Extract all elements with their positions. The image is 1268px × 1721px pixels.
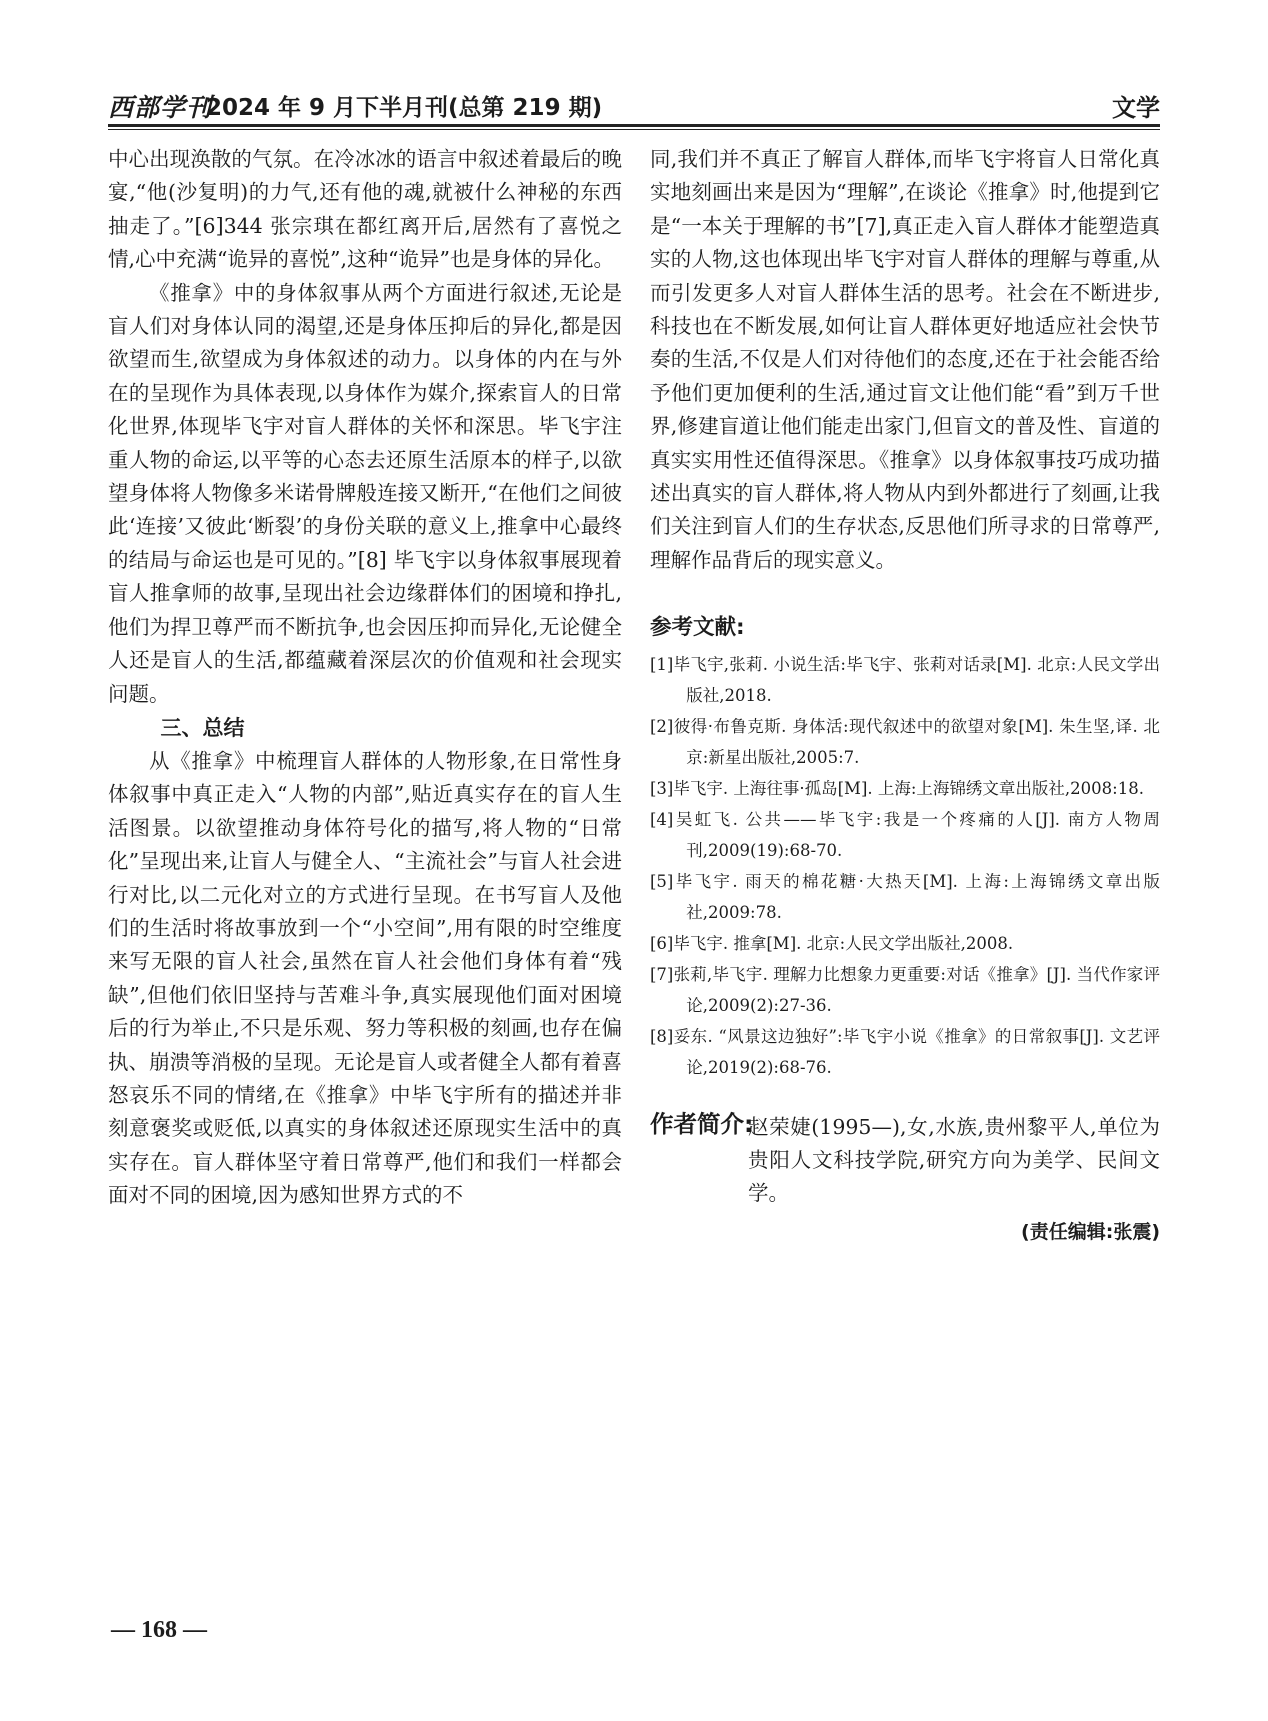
reference-item: [1]毕飞宇,张莉. 小说生活:毕飞宇、张莉对话录[M]. 北京:人民文学出版社,2018. [650, 655, 1160, 706]
references-heading: 参考文献: [650, 615, 745, 641]
page-number: — 168 — [111, 1617, 207, 1643]
reference-item: [5]毕飞宇. 雨天的棉花糖·大热天[M]. 上海:上海锦绣文章出版社,2009:78. [650, 872, 1160, 923]
paragraph: 《推拿》中的身体叙事从两个方面进行叙述,无论是盲人们对身体认同的渴望,还是身体压抑后的异化,都是因欲望而生,欲望成为身体叙述的动力。以身体的内在与外在的呈现作为具体表现,以身体作为媒介,探索盲人的日常化世界,体现毕飞宇对盲人群体的关怀和深思。毕飞宇注重人物的命运,以平等的心态去还原生活原本的样子,以欲望身体将人物像多米诺骨牌般连接又断开,“在他们之间彼此‘连接’又彼此‘断裂’的身份关联的意义上,推拿中心最终的结局与命运也是可见的。”[8] 毕飞宇以身体叙事展现着盲人推拿师的故事,呈现出社会边缘群体们的困境和挣扎,他们为捍卫尊严而不断抗争,也会因压抑而异化,无论健全人还是盲人的生活,都蕴藏着深层次的价值观和社会现实问题。 [108, 280, 622, 706]
author-bio-label: 作者简介: [650, 1110, 754, 1139]
reference-list [650, 649, 1160, 1083]
paragraph: 同,我们并不真正了解盲人群体,而毕飞宇将盲人日常化真实地刻画出来是因为“理解”,在谈论《推拿》时,他提到它是“一本关于理解的书”[7],真正走入盲人群体才能塑造真实的人物,这也体现出毕飞宇对盲人群体的理解与尊重,从而引发更多人对盲人群体生活的思考。社会在不断进步,科技也在不断发展,如何让盲人群体更好地适应社会快节奏的生活,不仅是人们对待他们的态度,还在于社会能否给予他们更加便利的生活,通过盲文让他们能“看”到万千世界,修建盲道让他们能走出家门,但盲文的普及性、盲道的真实实用性还值得深思。《推拿》以身体叙事技巧成功描述出真实的盲人群体,将人物从内到外都进行了刻画,让我们关注到盲人们的生存状态,反思他们所寻求的日常尊严,理解作品背后的现实意义。 [650, 147, 1160, 572]
section-label: 文学 [1112, 94, 1160, 122]
reference-item: [7]张莉,毕飞宇. 理解力比想象力更重要:对话《推拿》[J]. 当代作家评论,2009(2):27-36. [650, 965, 1160, 1016]
reference-item: [3]毕飞宇. 上海往事·孤岛[M]. 上海:上海锦绣文章出版社,2008:18. [650, 779, 1144, 799]
issue-info: 2024 年 9 月下半月刊(总第 219 期) [206, 95, 603, 121]
responsible-editor: (责任编辑:张震) [1021, 1221, 1160, 1244]
author-bio-text: 赵荣婕(1995—),女,水族,贵州黎平人,单位为贵阳人文科技学院,研究方向为美学、民间文学。 [748, 1115, 1160, 1206]
paragraph: 中心出现涣散的气氛。在冷冰冰的语言中叙述着最后的晚宴,“他(沙复明)的力气,还有他的魂,就被什么神秘的东西抽走了。”[6]344 张宗琪在都红离开后,居然有了喜悦之情,心中充满“诡异的喜悦”,这种“诡异”也是身体的异化。 [108, 147, 622, 272]
right-column [650, 143, 1160, 1250]
reference-item: [8]妥东. “风景这边独好”:毕飞宇小说《推拿》的日常叙事[J]. 文艺评论,2019(2):68-76. [650, 1027, 1160, 1078]
header-rule-thin [108, 129, 1160, 130]
header-rule [108, 124, 1160, 127]
reference-item: [2]彼得·布鲁克斯. 身体活:现代叙述中的欲望对象[M]. 朱生坚,译. 北京:新星出版社,2005:7. [650, 717, 1160, 768]
paragraph: 从《推拿》中梳理盲人群体的人物形象,在日常性身体叙事中真正走入“人物的内部”,贴近真实存在的盲人生活图景。以欲望推动身体符号化的描写,将人物的“日常化”呈现出来,让盲人与健全人、“主流社会”与盲人社会进行对比,以二元化对立的方式进行呈现。在书写盲人及他们的生活时将故事放到一个“小空间”,用有限的时空维度来写无限的盲人社会,虽然在盲人社会他们身体有着“残缺”,但他们依旧坚持与苦难斗争,真实展现他们面对困境后的行为举止,不只是乐观、努力等积极的刻画,也存在偏执、崩溃等消极的呈现。无论是盲人或者健全人都有着喜怒哀乐不同的情绪,在《推拿》中毕飞宇所有的描述并非刻意褒奖或贬低,以真实的身体叙述还原现实生活中的真实存在。盲人群体坚守着日常尊严,他们和我们一样都会面对不同的困境,因为感知世界方式的不 [108, 748, 622, 1208]
journal-logo: 西部学刊 [108, 93, 213, 122]
reference-item: [4]吴虹飞. 公共——毕飞宇:我是一个疼痛的人[J]. 南方人物周刊,2009(19):68-70. [650, 810, 1160, 861]
page-header [108, 88, 1160, 128]
author-bio [650, 1111, 1160, 1210]
left-column [108, 143, 622, 1213]
reference-item: [6]毕飞宇. 推拿[M]. 北京:人民文学出版社,2008. [650, 934, 1014, 954]
section-heading: 三、总结 [160, 715, 245, 740]
